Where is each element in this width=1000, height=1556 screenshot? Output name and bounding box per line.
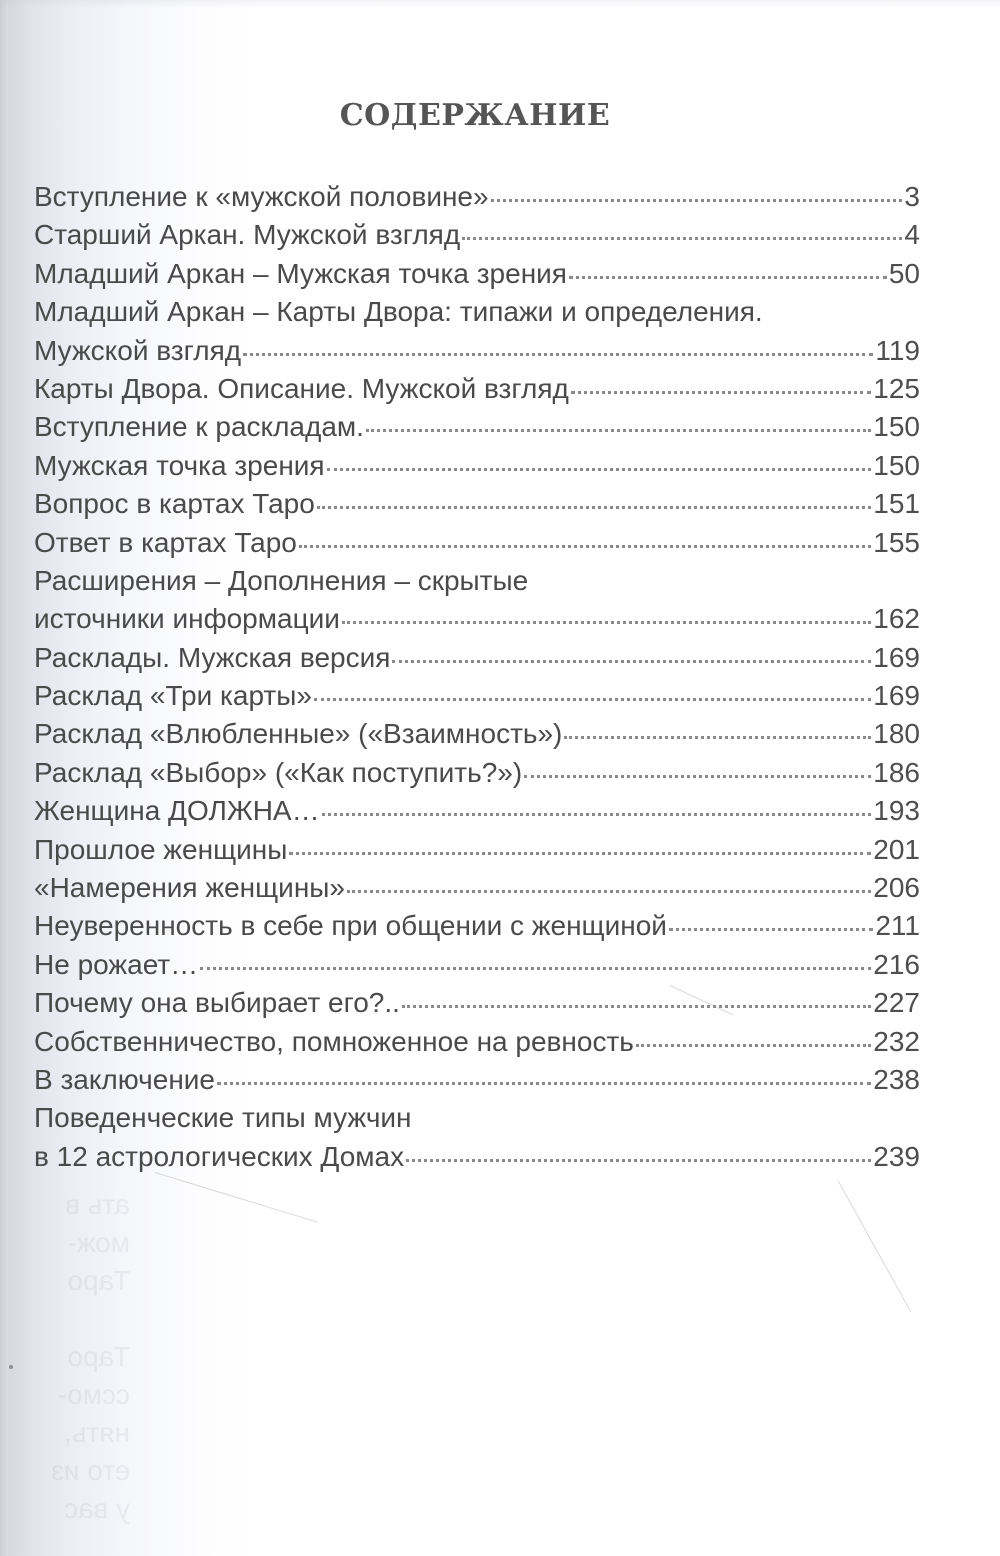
toc-page-number: 201: [873, 833, 920, 865]
toc-page-number: 119: [875, 334, 920, 366]
toc-entry-title: В заключение: [34, 1063, 215, 1095]
toc-entry[interactable]: [34, 600, 920, 638]
dot-leader: [569, 276, 887, 279]
toc-entry-title: Младший Аркан – Мужская точка зрения: [34, 257, 567, 289]
toc-entry-title: Мужская точка зрения: [34, 449, 325, 481]
dot-leader: [347, 890, 871, 893]
toc-entry-title: Собственничество, помноженное на ревность: [34, 1025, 634, 1057]
dot-leader: [402, 1005, 871, 1008]
toc-page-number: 155: [873, 526, 920, 558]
dot-leader: [314, 698, 871, 701]
toc-page-number: 150: [873, 449, 920, 481]
toc-entry-title: Не рожает…: [34, 948, 199, 980]
toc-entry[interactable]: [34, 677, 920, 715]
dot-leader: [564, 736, 871, 739]
toc-page-number: 227: [873, 987, 920, 1019]
paper-speck: [9, 1365, 13, 1369]
toc-page-number: 232: [873, 1025, 920, 1057]
bleed-line: Таро: [67, 1341, 130, 1372]
bleed-line: ето из: [51, 1455, 130, 1486]
toc-entry-title: Расклад «Выбор» («Как поступить?»): [34, 756, 523, 788]
paper-scratch: [838, 1180, 912, 1312]
toc-entry-title: «Намерения женщины»: [34, 872, 345, 904]
toc-entry[interactable]: [34, 715, 920, 753]
toc-page-number: 206: [873, 872, 920, 904]
toc-entry[interactable]: [34, 447, 920, 485]
dot-leader: [299, 545, 871, 548]
dot-leader: [366, 429, 871, 432]
page-title: СОДЕРЖАНИЕ: [339, 98, 611, 133]
toc-entry[interactable]: [34, 639, 920, 677]
dot-leader: [462, 237, 902, 240]
toc-entry-title: Расширения – Дополнения – скрытые: [34, 564, 529, 596]
toc-entry[interactable]: [34, 255, 920, 293]
dot-leader: [243, 353, 873, 356]
toc-page-number: 169: [873, 641, 920, 673]
dot-leader: [491, 199, 903, 202]
toc-page-number: 151: [873, 488, 920, 520]
toc-entry-title: Карты Двора. Описание. Мужской взгляд: [34, 372, 569, 404]
toc-page-number: 239: [873, 1140, 920, 1172]
toc-page-number: 238: [873, 1063, 920, 1095]
bleed-line: ссмо-: [57, 1379, 130, 1410]
toc-entry[interactable]: [34, 524, 920, 562]
toc-entry[interactable]: [34, 178, 920, 216]
toc-entry-title: Мужской взгляд: [34, 334, 242, 366]
bleed-line: ать в: [64, 1189, 130, 1220]
toc-entry[interactable]: [34, 869, 920, 907]
dot-leader: [217, 1082, 871, 1085]
dot-leader: [524, 775, 871, 778]
dot-leader: [289, 852, 871, 855]
toc-page-number: 216: [873, 948, 920, 980]
paper-scratch: [155, 1172, 318, 1223]
toc-entry[interactable]: [34, 293, 920, 331]
toc-page-number: 211: [875, 910, 920, 942]
dot-leader: [317, 506, 871, 509]
bleed-line: нять,: [64, 1417, 130, 1448]
dot-leader: [571, 391, 871, 394]
toc-entry-title: Вступление к раскладам.: [34, 411, 364, 443]
dot-leader: [392, 660, 871, 663]
toc-page-number: 186: [873, 756, 920, 788]
toc-entry-title: Прошлое женщины: [34, 833, 288, 865]
toc-page-number: 193: [873, 795, 920, 827]
toc-entry-title: Ответ в картах Таро: [34, 526, 297, 558]
toc-entry[interactable]: [34, 831, 920, 869]
toc-entry-title: Вопрос в картах Таро: [34, 488, 315, 520]
toc-entry-title: Расклады. Мужская версия: [34, 641, 391, 673]
toc-entry[interactable]: [34, 216, 920, 254]
toc-entry[interactable]: [34, 1099, 920, 1137]
toc-entry-title: Вступление к «мужской половине»: [34, 181, 489, 212]
toc-entry[interactable]: [34, 754, 920, 792]
dot-leader: [406, 1159, 871, 1162]
bleed-line: мож-: [67, 1227, 130, 1258]
toc-page-number: 180: [873, 718, 920, 750]
toc-entry[interactable]: [34, 946, 920, 984]
toc-entry-title: Поведенческие типы мужчин: [34, 1102, 412, 1134]
toc-entry-title: источники информации: [34, 603, 340, 635]
toc-entry[interactable]: [34, 984, 920, 1022]
dot-leader: [322, 813, 872, 816]
toc-entry[interactable]: [34, 1061, 920, 1099]
toc-entry[interactable]: [34, 1138, 920, 1176]
toc-entry[interactable]: [34, 1023, 920, 1061]
dot-leader: [669, 928, 873, 931]
bleed-line: у вас: [64, 1493, 130, 1524]
toc-entry[interactable]: [34, 370, 920, 408]
toc-entry[interactable]: [34, 792, 920, 830]
toc-page-number: 3: [904, 181, 920, 212]
page-top-shade: [0, 0, 1000, 8]
toc-entry-title: в 12 астрологических Домах: [34, 1140, 405, 1172]
toc-page-number: 4: [904, 219, 920, 251]
dot-leader: [200, 967, 871, 970]
toc-entry-title: Почему она выбирает его?..: [34, 987, 400, 1019]
toc-entry-title: Расклад «Влюбленные» («Взаимность»): [34, 718, 563, 750]
toc-entry[interactable]: [34, 332, 920, 370]
toc-entry-title: Неуверенность в себе при общении с женщиной: [34, 910, 667, 942]
toc-entry[interactable]: [34, 907, 920, 945]
toc-entry[interactable]: [34, 485, 920, 523]
toc-page-number: 162: [873, 603, 920, 635]
dot-leader: [342, 621, 871, 624]
toc-entry-title: Младший Аркан – Карты Двора: типажи и определения.: [34, 296, 763, 328]
book-gutter-edge: [4, 0, 6, 1556]
toc-entry-title: Старший Аркан. Мужской взгляд: [34, 219, 461, 251]
toc-page-number: 50: [888, 257, 920, 289]
toc-entry-title: Расклад «Три карты»: [34, 680, 312, 712]
bleed-line: Таро: [67, 1265, 130, 1296]
toc-entry-title: Женщина ДОЛЖНА…: [34, 795, 320, 827]
toc-page-number: 169: [873, 680, 920, 712]
toc-entry[interactable]: [34, 408, 920, 446]
bleed-through-text: [51, 1338, 130, 1528]
bleed-through-text: [65, 1186, 130, 1300]
toc-entry[interactable]: [34, 562, 920, 600]
dot-leader: [327, 468, 872, 471]
dot-leader: [636, 1044, 871, 1047]
toc-page-number: 125: [873, 372, 920, 404]
table-of-contents: [34, 178, 920, 1176]
toc-page-number: 150: [873, 411, 920, 443]
